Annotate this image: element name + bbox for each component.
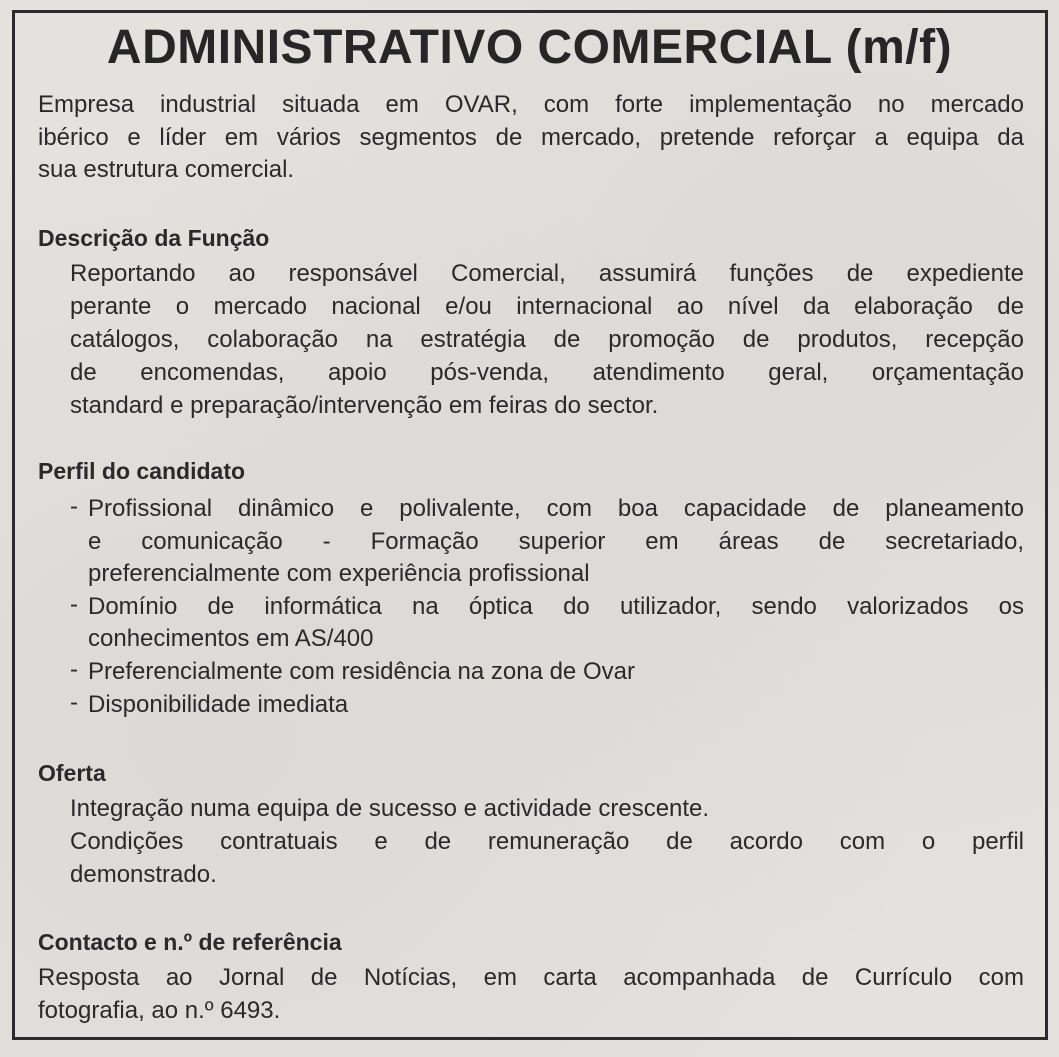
section-heading-descricao: Descrição da Função [38,225,270,251]
bullet-dash: - [70,689,78,716]
contacto-line-2: fotografia, ao n.º 6493. [38,997,281,1024]
ad-title: ADMINISTRATIVO COMERCIAL (m/f) [106,21,953,74]
oferta-line-3: demonstrado. [70,861,217,888]
descricao-line-4: de encomendas, apoio pós-venda, atendimento geral, orçamentação [70,359,1024,386]
intro-line-3: sua estrutura comercial. [38,156,295,183]
contacto-line-1: Resposta ao Jornal de Notícias, em carta acompanhada de Currículo com [38,964,1024,991]
perfil-item-3-line-1: Preferencialmente com residência na zona de Ovar [88,658,635,685]
oferta-line-2: Condições contratuais e de remuneração de acordo com o perfil [70,828,1024,855]
bullet-dash: - [70,656,78,683]
bullet-dash: - [70,493,78,520]
descricao-line-5: standard e preparação/intervenção em feiras do sector. [70,392,659,419]
section-heading-oferta: Oferta [38,760,106,786]
perfil-item-1-line-3: preferencialmente com experiência profissional [88,560,590,587]
oferta-line-1: Integração numa equipa de sucesso e actividade crescente. [70,795,710,822]
descricao-line-1: Reportando ao responsável Comercial, assumirá funções de expediente [70,260,1024,287]
perfil-item-2-line-1: Domínio de informática na óptica do utilizador, sendo valorizados os [88,593,1024,620]
bullet-dash: - [70,591,78,618]
intro-line-2: ibérico e líder em vários segmentos de mercado, pretende reforçar a equipa da [38,124,1024,151]
intro-line-1: Empresa industrial situada em OVAR, com forte implementação no mercado [38,91,1024,118]
section-heading-perfil: Perfil do candidato [38,458,246,484]
perfil-item-1-line-2: e comunicação - Formação superior em áreas de secretariado, [88,528,1024,555]
perfil-item-2-line-2: conhecimentos em AS/400 [88,625,374,652]
perfil-item-4-line-1: Disponibilidade imediata [88,691,349,718]
perfil-item-1-line-1: Profissional dinâmico e polivalente, com boa capacidade de planeamento [88,495,1024,522]
descricao-line-3: catálogos, colaboração na estratégia de promoção de produtos, recepção [70,326,1024,353]
section-heading-contacto: Contacto e n.º de referência [38,929,342,955]
descricao-line-2: perante o mercado nacional e/ou internacional ao nível da elaboração de [70,293,1024,320]
